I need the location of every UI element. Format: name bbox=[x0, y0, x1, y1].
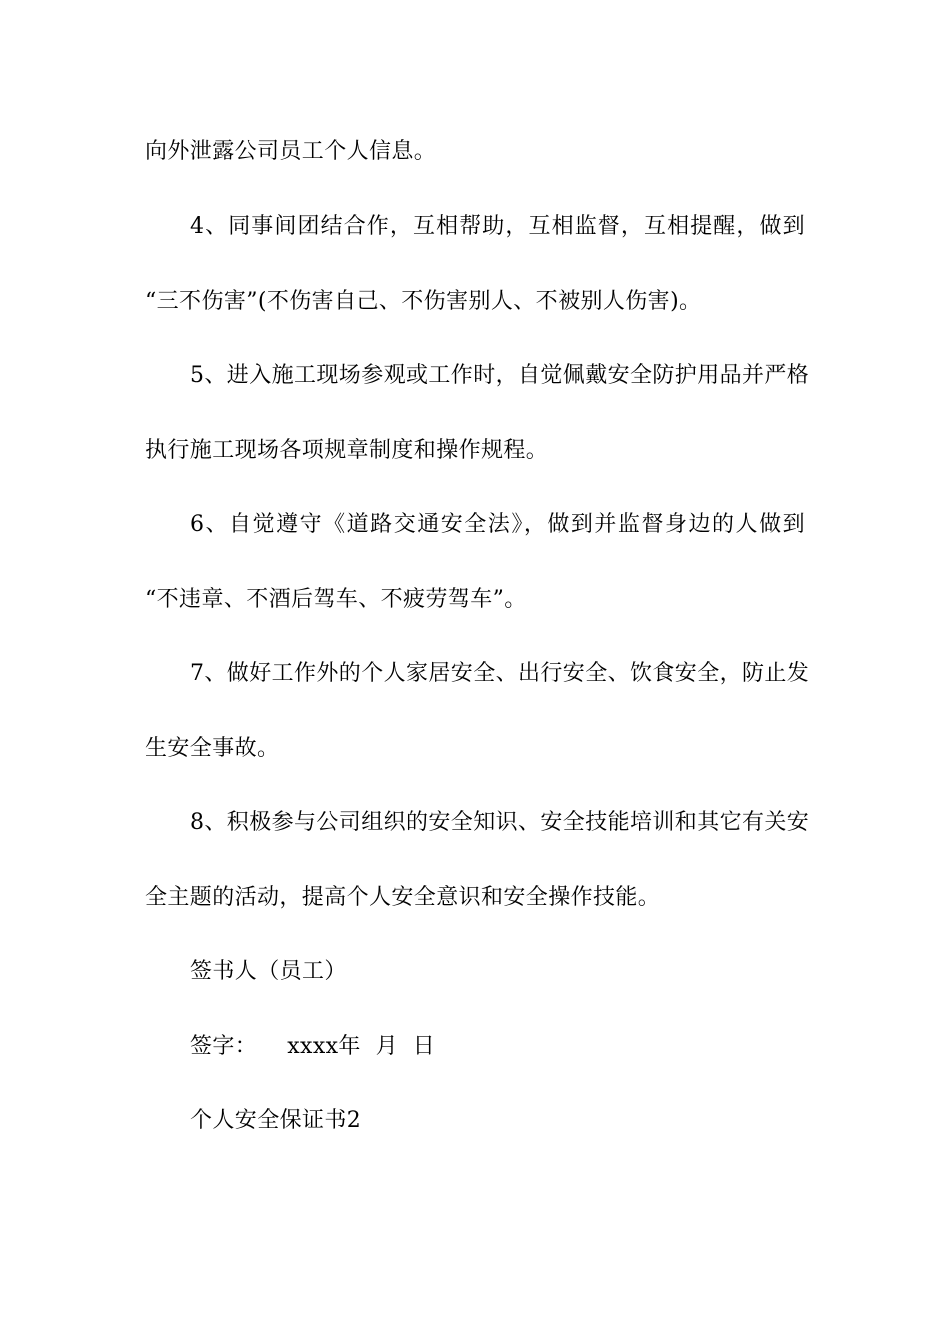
paragraph-line: 5、进入施工现场参观或工作时，自觉佩戴安全防护用品并严格 bbox=[190, 363, 810, 388]
paragraph-line: “三不伤害”(不伤害自己、不伤害别人、不被别人伤害)。 bbox=[145, 289, 702, 314]
paragraph-line: 向外泄露公司员工个人信息。 bbox=[145, 139, 437, 164]
paragraph-line: 执行施工现场各项规章制度和操作规程。 bbox=[145, 438, 549, 463]
paragraph-line: 6、自觉遵守《道路交通安全法》，做到并监督身边的人做到 bbox=[190, 512, 805, 537]
paragraph-line: 4、同事间团结合作，互相帮助，互相监督，互相提醒，做到 bbox=[190, 214, 805, 239]
paragraph-line: “不违章、不酒后驾车、不疲劳驾车”。 bbox=[145, 587, 527, 612]
signature-line bbox=[190, 1032, 435, 1062]
paragraph-line: 全主题的活动，提高个人安全意识和安全操作技能。 bbox=[145, 885, 661, 910]
paragraph-line: 生安全事故。 bbox=[145, 736, 280, 761]
paragraph-line: 8、积极参与公司组织的安全知识、安全技能培训和其它有关安 bbox=[190, 810, 810, 835]
paragraph-line: 7、做好工作外的个人家居安全、出行安全、饮食安全，防止发 bbox=[190, 661, 810, 686]
date-text: xxxx年 月 日 bbox=[287, 1034, 436, 1059]
signature-label: 签字： bbox=[190, 1034, 258, 1059]
next-section-title: 个人安全保证书2 bbox=[190, 1108, 362, 1133]
signatory-label: 签书人（员工） bbox=[190, 959, 347, 984]
